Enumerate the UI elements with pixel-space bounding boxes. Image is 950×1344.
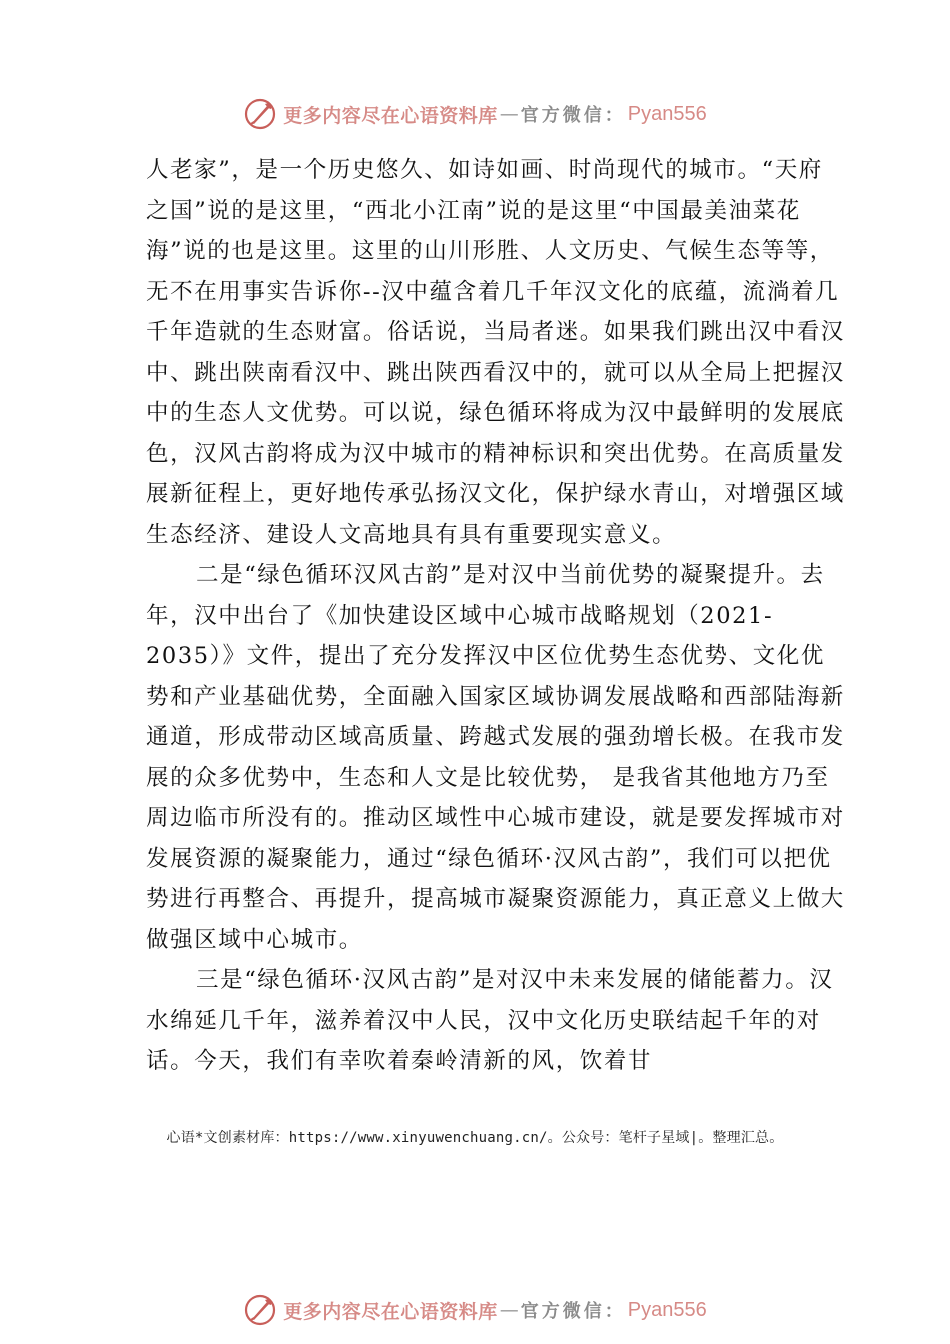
banner-slogan: 更多内容尽在心语资料库 xyxy=(283,104,498,127)
source-footnote: 心语*文创素材库：https://www.xinyuwenchuang.cn/。公众号：笔杆子星域|。整理汇总。 xyxy=(166,1130,784,1146)
header-banner xyxy=(0,94,950,134)
banner-dash: — xyxy=(499,1299,519,1321)
paragraph-2: 二是“绿色循环汉风古韵”是对汉中当前优势的凝聚提升。去年，汉中出台了《加快建设区域中心城市战略规划（2021-2035）》文件，提出了充分发挥汉中区位优势生态优势、文化优势和产业基础优势，全面融入国家区域协调发展战略和西部陆海新通道，形成带动区域高质量、跨越式发展的强劲增长极。在我市发展的众多优势中，生态和人文是比较优势， 是我省其他地方乃至周边临市所没有的。推动区域性中心城市建设，就是要发挥城市对发展资源的凝聚能力，通过“绿色循环·汉风古韵”，我们可以把优势进行再整合、再提升，提高城市凝聚资源能力，真正意义上做大做强区域中心城市。 xyxy=(146,562,845,953)
footer-banner xyxy=(0,1290,950,1330)
banner-wechat-handle: Pyan556 xyxy=(627,102,707,125)
quill-pen-icon xyxy=(243,97,277,131)
document-body xyxy=(146,150,846,1082)
banner-wechat-label: 官方微信： xyxy=(520,105,626,126)
banner-wechat-handle: Pyan556 xyxy=(627,1298,707,1321)
banner-dash: — xyxy=(499,103,519,125)
paragraph-1: 人老家”，是一个历史悠久、如诗如画、时尚现代的城市。“天府之国”说的是这里，“西北小江南”说的是这里“中国最美油菜花海”说的也是这里。这里的山川形胜、人文历史、气候生态等等，无不在用事实告诉你--汉中蕴含着几千年汉文化的底蕴，流淌着几千年造就的生态财富。俗话说，当局者迷。如果我们跳出汉中看汉中、跳出陕南看汉中、跳出陕西看汉中的，就可以从全局上把握汉中的生态人文优势。可以说，绿色循环将成为汉中最鲜明的发展底色，汉风古韵将成为汉中城市的精神标识和突出优势。在高质量发展新征程上，更好地传承弘扬汉文化，保护绿水青山，对增强区域生态经济、建设人文高地具有具有重要现实意义。 xyxy=(146,157,845,548)
banner-slogan: 更多内容尽在心语资料库 xyxy=(283,1300,498,1323)
banner-wechat-label: 官方微信： xyxy=(520,1301,626,1322)
paragraph-3: 三是“绿色循环·汉风古韵”是对汉中未来发展的储能蓄力。汉水绵延几千年，滋养着汉中人民，汉中文化历史联结起千年的对话。今天，我们有幸吹着秦岭清新的风，饮着甘 xyxy=(146,967,834,1074)
quill-pen-icon xyxy=(243,1293,277,1327)
